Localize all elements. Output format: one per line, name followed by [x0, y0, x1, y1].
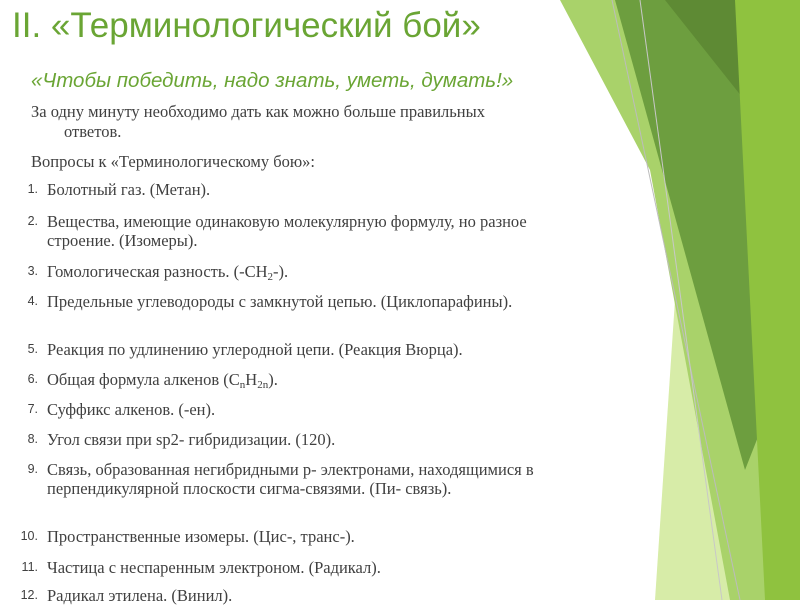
subscript: n	[239, 379, 246, 391]
question-number: 10.	[20, 529, 38, 543]
question-number: 5.	[27, 342, 38, 356]
question-text: Частица с неспаренным электроном. (Радикал).	[47, 558, 381, 577]
subscript: 2	[267, 271, 274, 283]
subscript: 2n	[257, 379, 269, 391]
question-number: 2.	[27, 214, 38, 228]
question-number: 3.	[27, 264, 38, 278]
questions-heading: Вопросы к «Терминологическому бою»:	[31, 152, 316, 171]
slide-subtitle: «Чтобы победить, надо знать, уметь, думать!»	[31, 69, 514, 92]
question-text: Реакция по удлинению углеродной цепи. (Реакция Вюрца).	[47, 340, 463, 359]
text-part: H	[245, 370, 258, 389]
question-text: Вещества, имеющие одинаковую молекулярную формулу, но разное строение. (Изомеры).	[47, 212, 527, 250]
question-text: Угол связи при sp2- гибридизации. (120).	[47, 430, 336, 449]
question-number: 8.	[27, 432, 38, 446]
question-number: 4.	[27, 294, 38, 308]
question-text: Суффикс алкенов. (-ен).	[47, 400, 216, 419]
text-part: -).	[273, 262, 289, 281]
text-part: Гомологическая разность. (-CH	[47, 262, 268, 281]
question-number: 7.	[27, 402, 38, 416]
question-text: Болотный газ. (Метан).	[47, 180, 211, 199]
question-text: Пространственные изомеры. (Цис-, транс-).	[47, 527, 355, 546]
question-number: 6.	[27, 372, 38, 386]
text-part: ).	[268, 370, 278, 389]
intro-text: За одну минуту необходимо дать как можно больше правильных ответов.	[31, 102, 485, 141]
slide-title: II. «Терминологический бой»	[12, 6, 481, 45]
question-number: 12.	[20, 588, 38, 602]
question-number: 11.	[21, 560, 38, 574]
text-part: Общая формула алкенов (C	[47, 370, 240, 389]
question-number: 9.	[27, 462, 38, 476]
question-text	[47, 262, 572, 287]
question-text: Предельные углеводороды с замкнутой цепью. (Циклопарафины).	[47, 292, 513, 311]
question-text: Связь, образованная негибридными р- электронами, находящимися в перпендикулярной плоскости сигма-связями. (Пи- связь).	[47, 460, 534, 498]
question-number: 1.	[27, 182, 38, 196]
question-text: Радикал этилена. (Винил).	[47, 586, 233, 605]
question-text	[47, 370, 572, 395]
